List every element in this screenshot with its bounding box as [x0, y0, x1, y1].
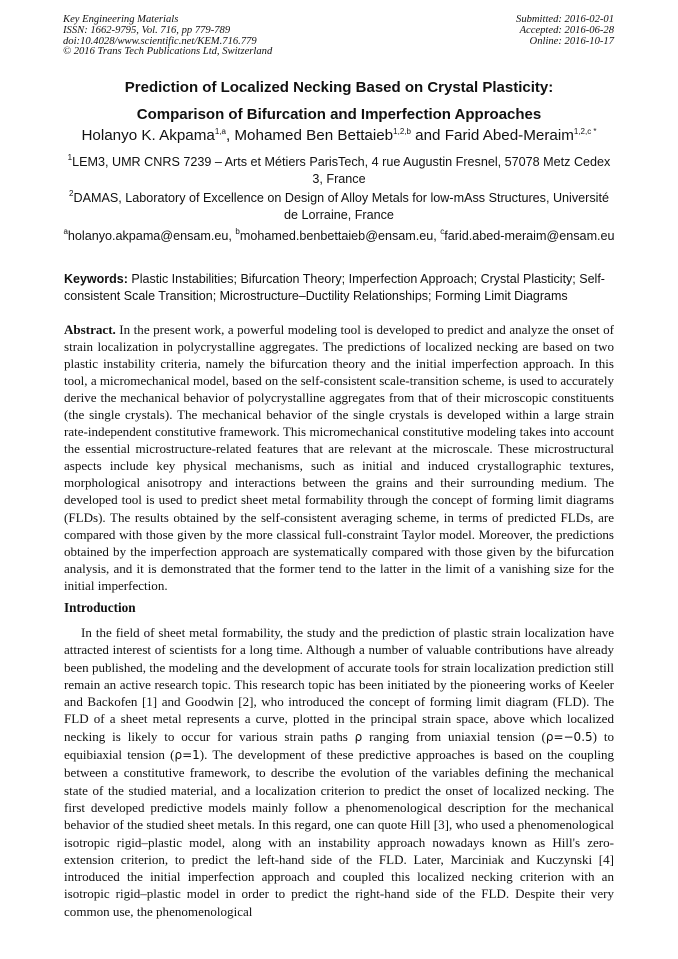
journal-doi: doi:10.4028/www.scientific.net/KEM.716.779	[63, 35, 257, 47]
paper-title-line-2: Comparison of Bifurcation and Imperfection Approaches	[136, 106, 542, 123]
affiliation-1	[64, 154, 614, 188]
author-name: Farid Abed-Meraim	[444, 127, 574, 144]
paper-title-line-1: Prediction of Localized Necking Based on Crystal Plasticity:	[124, 79, 554, 96]
author-separator: and	[410, 127, 445, 144]
online-date: Online: 2016-10-17	[529, 35, 614, 47]
email-link[interactable]: farid.abed-meraim@ensam.eu	[444, 229, 615, 243]
author-separator: ,	[225, 127, 235, 144]
author-superscript: 1,2,c *	[573, 127, 597, 136]
email-list	[60, 229, 618, 243]
keywords-block	[64, 271, 616, 304]
abstract-block	[64, 321, 614, 594]
affiliation-superscript: 2	[69, 189, 74, 198]
intro-text: ). The development of these predictive approaches is based on the coupling between a constitutive framework, to describe the evolution of the variables defining the mechanical state of the studied material, and a localization criterion to predict the onset of localized necking. The first developed predictive models mainly follow a phenomenological description for the mechanical behavior of the studied sheet metals. In this regard, one can quote Hill [3], who used a phenomenological isotropic rigid–plastic model, along with an instability approach nowadays known as Hill's zero-extension criterion, to predict the left-hand side of the FLD. Later, Marciniak and Kuczynski [4] introduced the initial imperfection approach and coupled this localized necking criterion with an isotropic rigid–plastic model in order to predict the right-hand side of the FLD. Despite their very common use, the phenomenological	[64, 747, 614, 919]
introduction-paragraph	[64, 624, 614, 920]
accepted-date: Accepted: 2016-06-28	[519, 24, 614, 36]
abstract-text: In the present work, a powerful modeling tool is developed to predict and analyze the onset of strain localization in polycrystalline aggregates. The predictions of localized necking are based on two plastic instability criteria, namely the bifurcation theory and the initial imperfection approach. In this tool, a micromechanical model, based on the self-consistent scale-transition scheme, is used to accurately derive the mechanical behavior of polycrystalline aggregates from that of their microscopic constituents (the single crystals). The mechanical behavior of the single crystals is developed within a large strain rate-independent constitutive framework. This micromechanical constitutive modeling takes into account the essential microstructure-related features that are relevant at the microscale. These microstructural aspects include key physical mechanisms, such as initial and induced crystallographic textures, morphological anisotropy and interactions between the grains and their surrounding medium. The developed tool is used to predict sheet metal formability through the concept of forming limit diagrams (FLDs). The results obtained by the self-consistent averaging scheme, in terms of predicted FLDs, are compared with those given by the more classical full-constraint Taylor model. Moreover, the predictions obtained by the imperfection approach are systematically compared with those given by the bifurcation analysis, and it is demonstrated that the former tend to the latter in the limit of a vanishing size for the initial imperfection.	[64, 322, 614, 593]
affiliation-superscript: 1	[67, 153, 73, 162]
email-superscript: b	[235, 227, 240, 236]
equibiaxial-equation: ρ=1	[174, 748, 200, 763]
intro-text: In the field of sheet metal formability, the study and the prediction of plastic strain localization have attracted interest of scientists for a long time. Although a number of valuable contributions have already been published, the modeling and the development of accurate tools for strain localization prediction still remain an active research topic. This research topic has been initiated by the pioneering works of Keeler and Backofen [1] and Goodwin [2], who introduced the concept of forming limit diagram (FLD). The FLD of a sheet metal represents a curve, plotted in the principal strain space, above which localized necking is likely to occur for various strain paths	[64, 625, 614, 744]
dates-header	[516, 15, 614, 47]
submitted-date: Submitted: 2016-02-01	[516, 14, 614, 25]
journal-copyright: © 2016 Trans Tech Publications Ltd, Switzerland	[63, 46, 273, 58]
intro-text: ranging from uniaxial tension (	[362, 728, 546, 744]
email-link[interactable]: mohamed.benbettaieb@ensam.eu,	[239, 229, 441, 243]
journal-name: Key Engineering Materials	[63, 14, 179, 25]
journal-issn: ISSN: 1662-9795, Vol. 716, pp 779-789	[63, 24, 231, 36]
affiliation-text: LEM3, UMR CNRS 7239 – Arts et Métiers ParisTech, 4 rue Augustin Fresnel, 57078 Metz Cedex 3, France	[72, 155, 611, 186]
intro-text: ) to equibiaxial tension (	[64, 728, 614, 763]
uniaxial-equation: ρ=−0.5	[545, 729, 593, 744]
author-list	[60, 127, 618, 144]
affiliation-2	[64, 190, 614, 224]
affiliation-text: DAMAS, Laboratory of Excellence on Design of Alloy Metals for low-mAss Structures, Université de Lorraine, France	[73, 191, 609, 222]
email-link[interactable]: holanyo.akpama@ensam.eu,	[67, 229, 236, 243]
keywords-label: Keywords:	[64, 272, 128, 286]
introduction-heading: Introduction	[64, 600, 136, 615]
rho-symbol: ρ	[354, 729, 363, 744]
author-name: Holanyo K. Akpama	[81, 127, 215, 144]
email-superscript: c	[440, 227, 445, 236]
journal-header	[63, 15, 272, 58]
author-name: Mohamed Ben Bettaieb	[234, 127, 394, 144]
keywords-text: Plastic Instabilities; Bifurcation Theory; Imperfection Approach; Crystal Plasticity; Self-consistent Scale Transition; Microstructure–Ductility Relationships; Forming Limit Diagrams	[64, 272, 605, 303]
abstract-label: Abstract.	[64, 322, 116, 337]
author-superscript: 1,a	[214, 127, 226, 136]
author-superscript: 1,2,b	[393, 127, 411, 136]
email-superscript: a	[63, 227, 68, 236]
